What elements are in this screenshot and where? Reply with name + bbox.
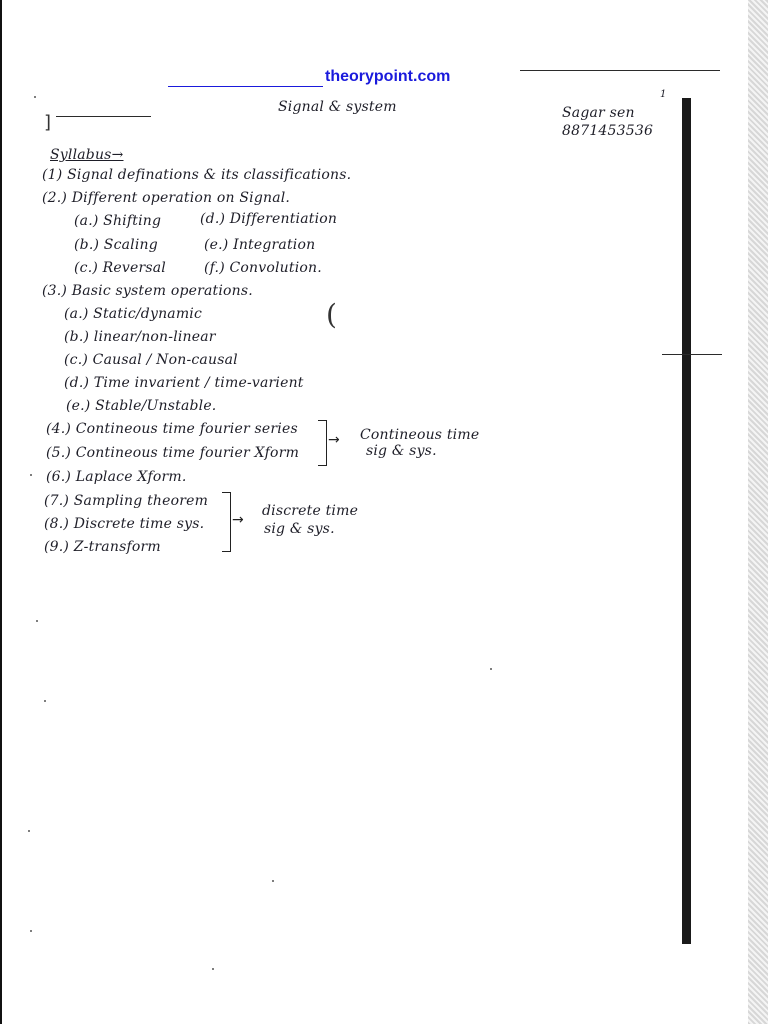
syllabus-item-8: (8.) Discrete time sys.: [44, 516, 205, 532]
top-rule: [520, 70, 720, 71]
author-name: Sagar sen: [562, 105, 635, 121]
page-right-edge: [748, 0, 768, 1024]
group1-note-line2: sig & sys.: [366, 443, 437, 459]
syllabus-item-6: (6.) Laplace Xform.: [46, 469, 187, 485]
margin-dot: [28, 830, 30, 832]
group1-note-line1: Contineous time: [360, 427, 480, 443]
margin-dot: [30, 474, 32, 476]
group2-note-line2: sig & sys.: [264, 521, 335, 537]
operation-b: (b.) Scaling: [74, 237, 158, 253]
operation-c: (c.) Reversal: [74, 260, 166, 276]
margin-dot: [30, 930, 32, 932]
syllabus-item-4: (4.) Contineous time fourier series: [46, 421, 298, 437]
syllabus-item-2: (2.) Different operation on Signal.: [42, 190, 291, 206]
system-d: (d.) Time invarient / time-varient: [64, 375, 304, 391]
author-phone: 8871453536: [562, 123, 654, 139]
system-a: (a.) Static/dynamic: [64, 306, 203, 322]
syllabus-item-9: (9.) Z-transform: [44, 539, 161, 555]
site-underline: [168, 86, 323, 87]
syllabus-item-1: (1) Signal definations & its classifications.: [42, 167, 352, 183]
margin-dot: [34, 96, 36, 98]
syllabus-item-5: (5.) Contineous time fourier Xform: [46, 445, 300, 461]
operation-a: (a.) Shifting: [74, 213, 162, 229]
group2-bracket: [222, 492, 231, 552]
system-c: (c.) Causal / Non-causal: [64, 352, 238, 368]
paren-mark: (: [326, 298, 337, 331]
margin-dot: [44, 700, 46, 702]
margin-dot: [490, 668, 492, 670]
page-left-edge: [0, 0, 2, 1024]
operation-d: (d.) Differentiation: [200, 211, 338, 227]
margin-dot: [36, 620, 38, 622]
margin-dot: [272, 880, 274, 882]
page-title: Signal & system: [278, 99, 397, 115]
margin-dash: [662, 354, 722, 355]
group2-arrow: →: [232, 512, 244, 528]
site-link[interactable]: theorypoint.com: [325, 68, 451, 85]
page-number: 1: [660, 89, 667, 100]
syllabus-item-3: (3.) Basic system operations.: [42, 283, 253, 299]
operation-e: (e.) Integration: [204, 237, 316, 253]
header-left-rule: [56, 116, 151, 117]
group1-bracket: [318, 420, 327, 466]
system-e: (e.) Stable/Unstable.: [66, 398, 217, 414]
syllabus-heading: Syllabus→: [50, 147, 124, 163]
left-bracket-mark: ]: [44, 112, 52, 133]
operation-f: (f.) Convolution.: [204, 260, 322, 276]
group2-note-line1: discrete time: [262, 503, 359, 519]
system-b: (b.) linear/non-linear: [64, 329, 216, 345]
margin-bar: [682, 98, 691, 944]
margin-dot: [212, 968, 214, 970]
group1-arrow: →: [328, 432, 340, 448]
syllabus-item-7: (7.) Sampling theorem: [44, 493, 209, 509]
